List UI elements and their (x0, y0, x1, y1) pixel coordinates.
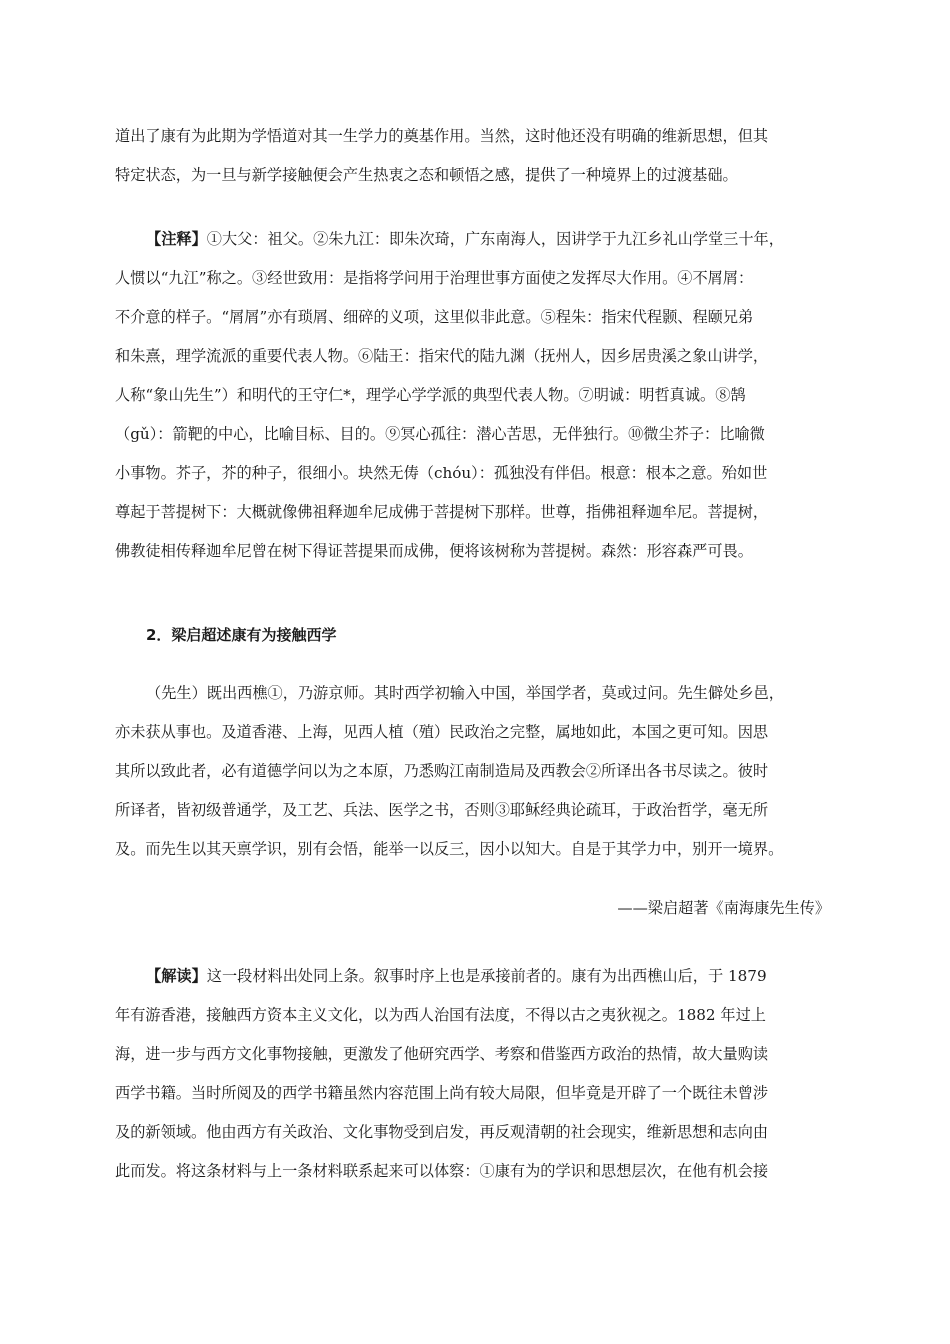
note-line: 佛教徒相传释迦牟尼曾在树下得证菩提果而成佛，便将该树称为菩提树。森然：形容森严可畏。 (115, 542, 753, 560)
reading-line: 此而发。将这条材料与上一条材料联系起来可以体察：①康有为的学识和思想层次，在他有机会接 (115, 1162, 769, 1180)
reading-first-text: 这一段材料出处同上条。叙事时序上也是承接前者的。康有为出西樵山后，于 1879 (206, 967, 767, 985)
reading-paragraph-first-line (146, 966, 767, 986)
quote-line: 亦未获从事也。及道香港、上海，见西人植（殖）民政治之完整，属地如此，本国之更可知。因思 (115, 723, 769, 741)
section-heading: 2．梁启超述康有为接触西学 (146, 626, 337, 644)
quote-line: （先生）既出西樵①，乃游京师。其时西学初输入中国，举国学者，莫或过问。先生僻处乡邑， (146, 684, 784, 702)
quote-source: ——梁启超著《南海康先生传》 (617, 899, 830, 917)
note-line: 人称“象山先生”）和明代的王守仁*，理学心学学派的典型代表人物。⑦明诚：明哲真诚。⑧鹄 (115, 386, 746, 404)
note-label: 【注释】 (146, 230, 207, 248)
note-line: 小事物。芥子，芥的种子，很细小。块然无俦（chóu）：孤独没有伴侣。根意：根本之意。殆如世 (115, 464, 768, 482)
quote-line: 所译者，皆初级普通学，及工艺、兵法、医学之书，否则③耶稣经典论疏耳，于政治哲学，毫无所 (115, 801, 769, 819)
reading-line: 年有游香港，接触西方资本主义文化，以为西人治国有法度，不得以古之夷狄视之。1882 年过上 (115, 1006, 766, 1024)
note-line: 人惯以“九江”称之。③经世致用：是指将学问用于治理世事方面使之发挥尽大作用。④不屑屑： (115, 269, 754, 287)
quote-line: 其所以致此者，必有道德学问以为之本原，乃悉购江南制造局及西教会②所译出各书尽读之。彼时 (115, 762, 769, 780)
note-first-text: ①大父：祖父。②朱九江：即朱次琦，广东南海人，因讲学于九江乡礼山学堂三十年， (206, 230, 784, 248)
intro-line-1: 道出了康有为此期为学悟道对其一生学力的奠基作用。当然，这时他还没有明确的维新思想，但其 (115, 127, 769, 145)
quote-line: 及。而先生以其天禀学识，别有会悟，能举一以反三，因小以知大。自是于其学力中，别开一境界。 (115, 840, 784, 858)
note-line: 和朱熹，理学流派的重要代表人物。⑥陆王：指宋代的陆九渊（抚州人，因乡居贵溪之象山讲学， (115, 347, 769, 365)
reading-line: 西学书籍。当时所阅及的西学书籍虽然内容范围上尚有较大局限，但毕竟是开辟了一个既往未曾涉 (115, 1084, 769, 1102)
reading-line: 及的新领域。他由西方有关政治、文化事物受到启发，再反观清朝的社会现实，维新思想和志向由 (115, 1123, 769, 1141)
note-line: 不介意的样子。“屑屑”亦有琐屑、细碎的义项，这里似非此意。⑤程朱：指宋代程颢、程颐兄弟 (115, 308, 754, 326)
reading-label: 【解读】 (146, 967, 207, 985)
note-line: 尊起于菩提树下：大概就像佛祖释迦牟尼成佛于菩提树下那样。世尊，指佛祖释迦牟尼。菩提树， (115, 503, 769, 521)
reading-line: 海，进一步与西方文化事物接触，更激发了他研究西学、考察和借鉴西方政治的热情，故大量购读 (115, 1045, 769, 1063)
note-line: （gǔ）：箭靶的中心，比喻目标、目的。⑨冥心孤往：潜心苦思，无伴独行。⑩微尘芥子：比喻微 (115, 425, 765, 443)
note-paragraph-first-line (146, 229, 784, 249)
intro-line-2: 特定状态，为一旦与新学接触便会产生热衷之态和顿悟之感，提供了一种境界上的过渡基础。 (115, 166, 738, 184)
